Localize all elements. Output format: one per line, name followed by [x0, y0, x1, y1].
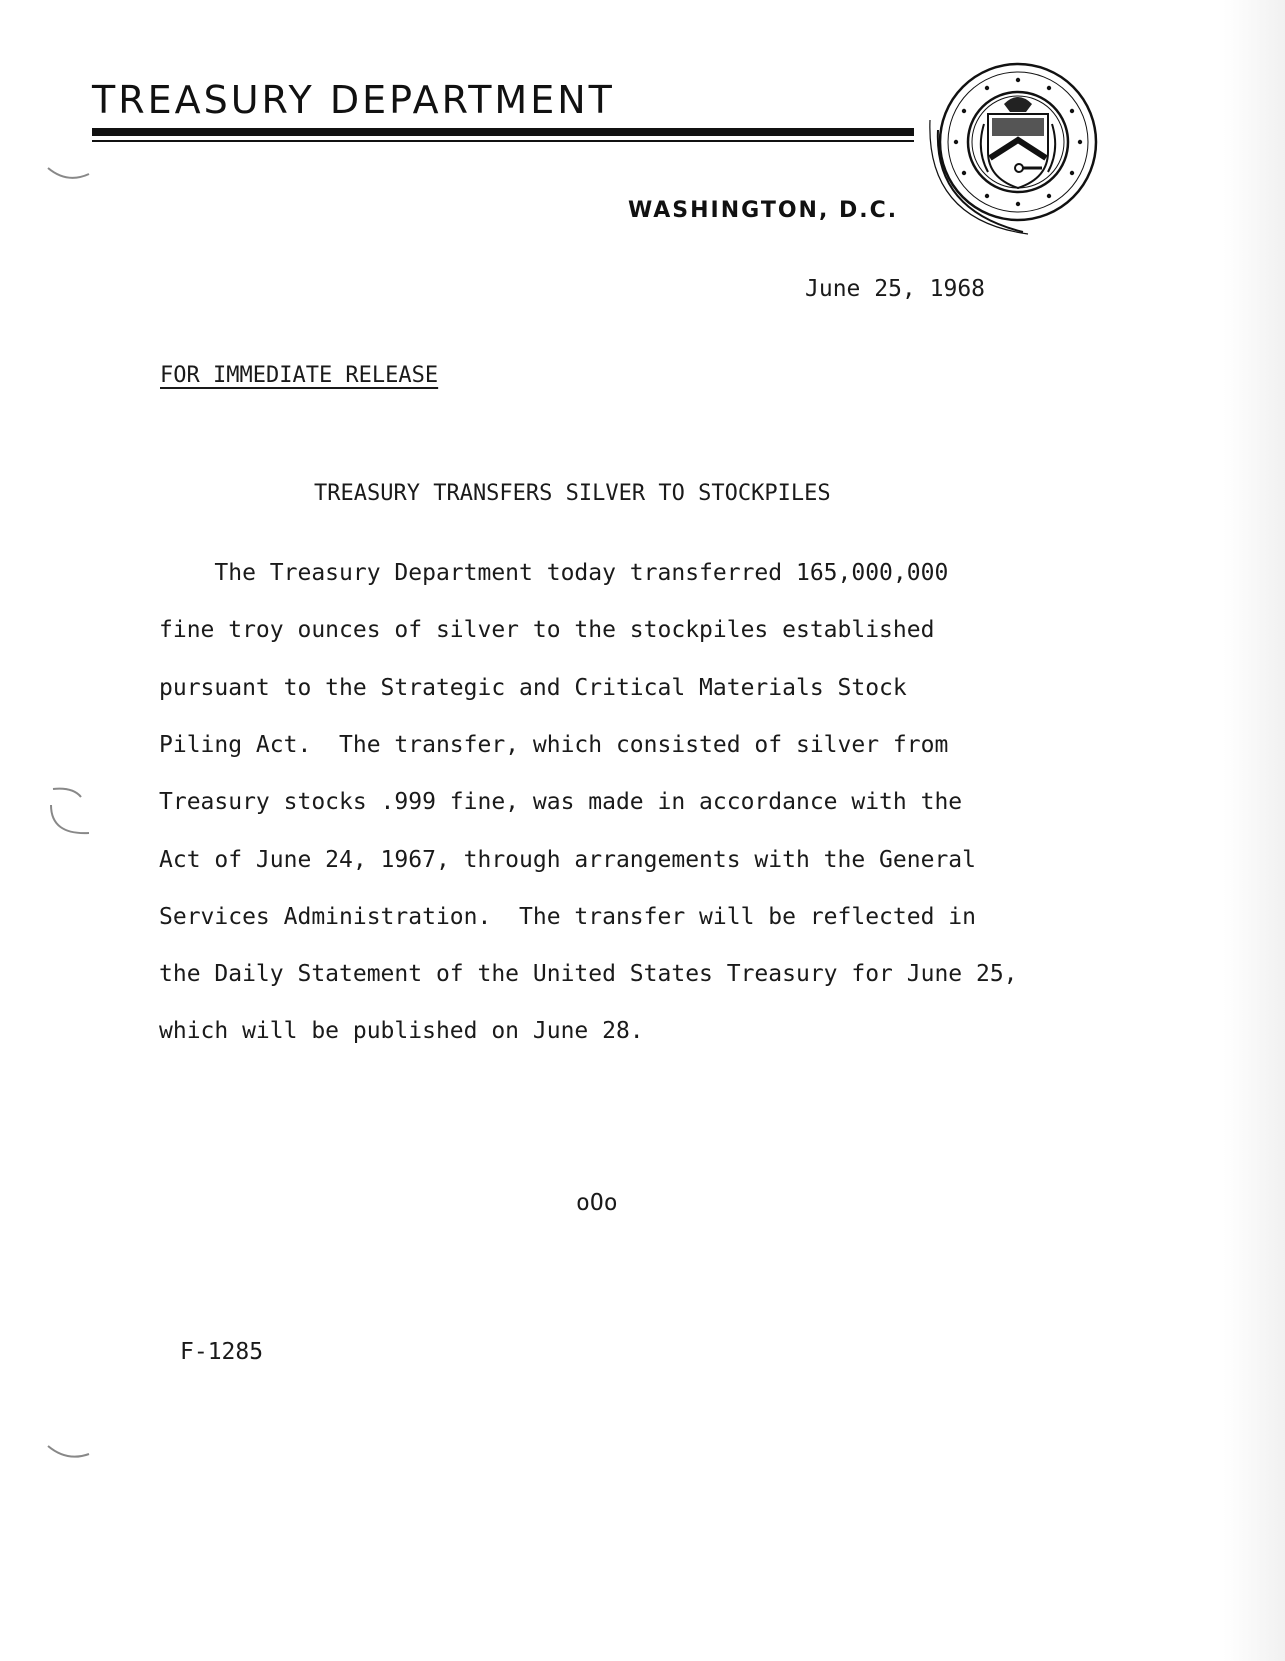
body-line: The Treasury Department today transferred 165,000,000: [159, 560, 949, 586]
body-line: the Daily Statement of the United States Treasury for June 25,: [159, 961, 1018, 988]
release-instruction: FOR IMMEDIATE RELEASE: [160, 363, 439, 388]
body-line: Piling Act. The transfer, which consisted of silver from: [159, 731, 949, 758]
masthead-rule-thick: [92, 128, 914, 136]
masthead-rule-thin: [92, 140, 914, 142]
body-line: Treasury stocks .999 fine, was made in accordance with the: [159, 789, 963, 816]
body-line: which will be published on June 28.: [159, 1018, 644, 1045]
press-release-headline: TREASURY TRANSFERS SILVER TO STOCKPILES: [314, 481, 831, 506]
body-line: Services Administration. The transfer will be reflected in: [159, 903, 976, 930]
file-number: F-1285: [180, 1339, 264, 1365]
body-line: fine troy ounces of silver to the stockpiles established: [159, 617, 935, 644]
end-mark: oOo: [576, 1190, 618, 1216]
body-line: pursuant to the Strategic and Critical Materials Stock: [159, 674, 907, 701]
department-title: TREASURY DEPARTMENT: [92, 78, 615, 122]
page-edge-shadow: [1223, 0, 1285, 1661]
release-date: June 25, 1968: [805, 276, 986, 302]
punch-hole-mark-bottom: [45, 1440, 95, 1470]
body-line: Act of June 24, 1967, through arrangements with the General: [159, 846, 976, 873]
location-line: WASHINGTON, D.C.: [628, 198, 899, 223]
punch-hole-mark-top: [45, 160, 95, 190]
punch-hole-mark-middle: [45, 785, 95, 845]
treasury-seal-icon: [918, 60, 1098, 235]
